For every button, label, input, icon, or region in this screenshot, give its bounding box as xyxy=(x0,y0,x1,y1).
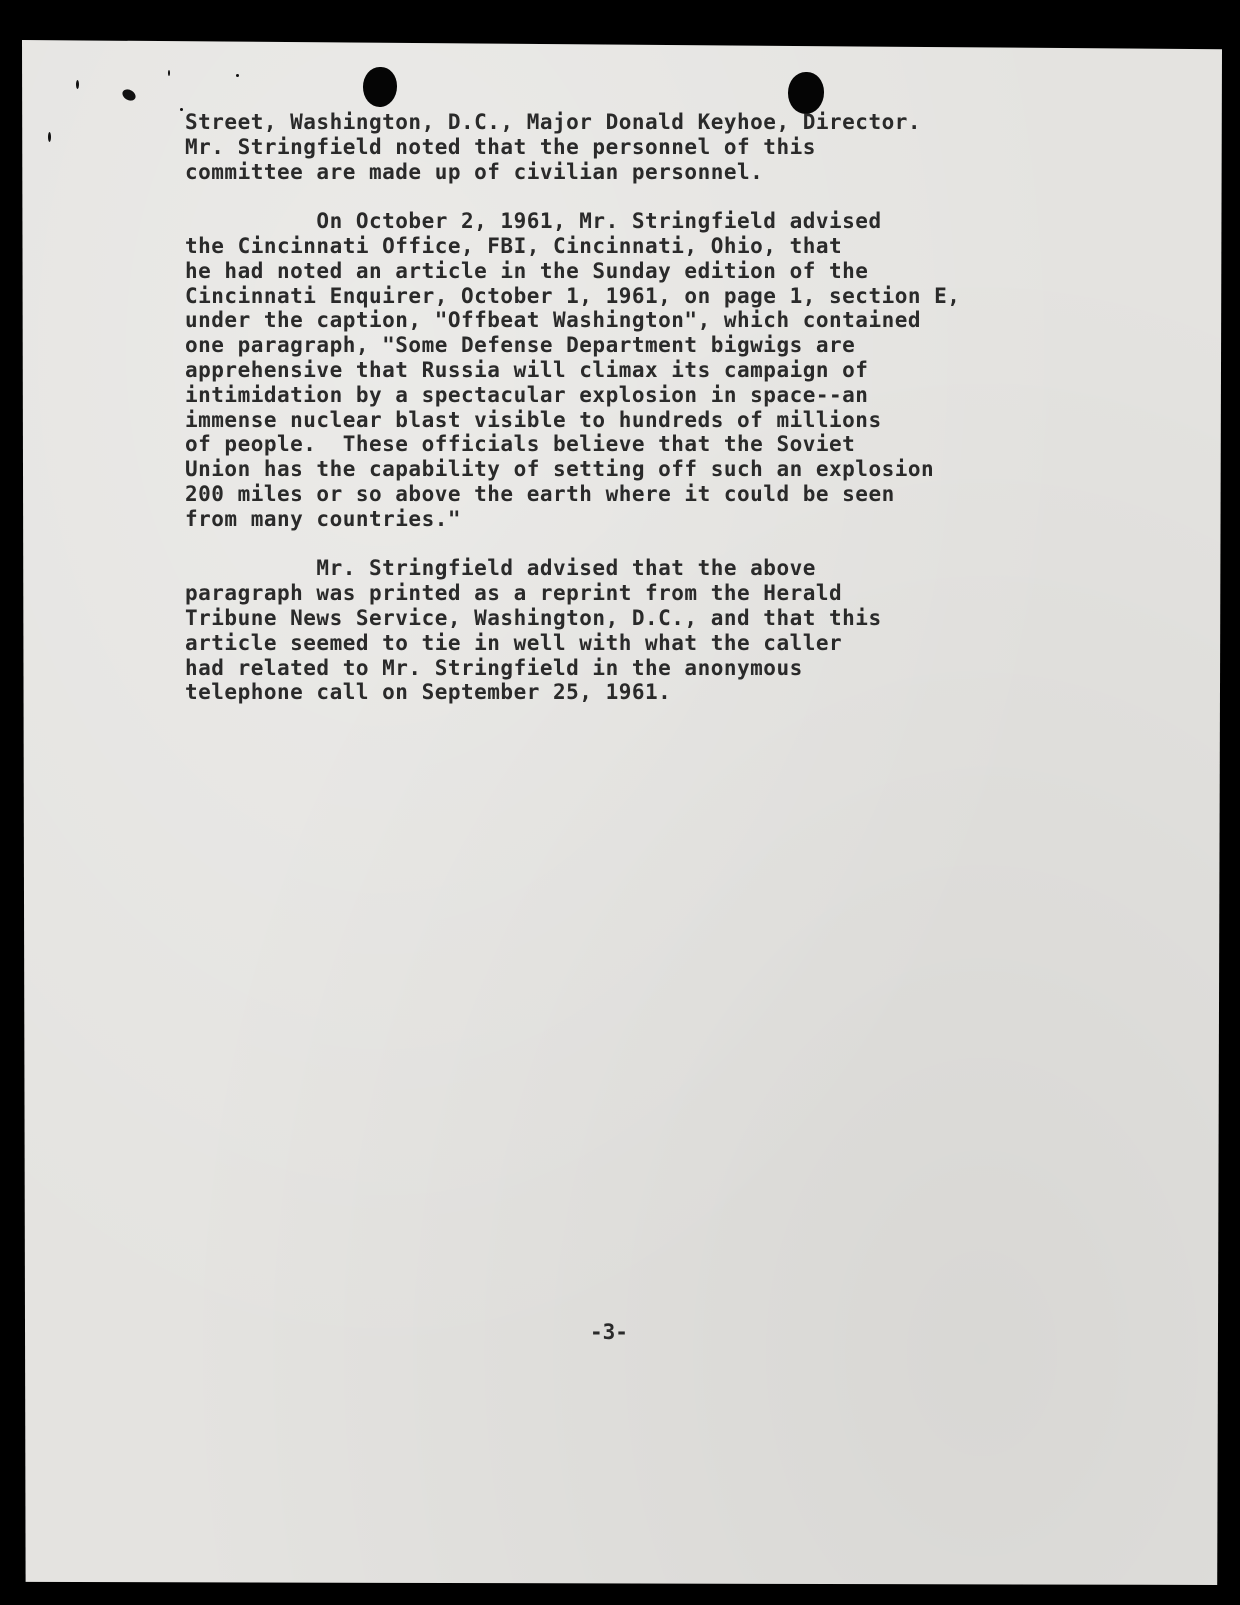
text-line: from many countries." xyxy=(185,506,462,531)
text-line: 200 miles or so above the earth where it could be seen xyxy=(185,481,895,506)
text-line: apprehensive that Russia will climax its campaign of xyxy=(185,357,869,382)
text-line: had related to Mr. Stringfield in the anonymous xyxy=(185,655,803,680)
text-line: of people. These officials believe that the Soviet xyxy=(185,432,856,457)
text-line: Street, Washington, D.C., Major Donald Keyhoe, Director. xyxy=(185,110,922,134)
text-line: Tribune News Service, Washington, D.C., and that this xyxy=(185,605,882,630)
punch-hole-left xyxy=(363,67,397,107)
paragraph-2 xyxy=(185,209,1065,531)
speck-mark xyxy=(48,132,51,142)
text-line: article seemed to tie in well with what the caller xyxy=(185,630,843,655)
text-line: immense nuclear blast visible to hundreds of millions xyxy=(185,407,882,432)
text-line: one paragraph, "Some Defense Department bigwigs are xyxy=(185,333,856,358)
text-line: paragraph was printed as a reprint from the Herald xyxy=(185,581,843,606)
text-line: Mr. Stringfield advised that the above xyxy=(185,556,816,581)
speck-mark xyxy=(236,74,239,77)
text-line: committee are made up of civilian personnel. xyxy=(185,159,764,184)
text-line: he had noted an article in the Sunday edition of the xyxy=(185,258,869,283)
text-line: the Cincinnati Office, FBI, Cincinnati, Ohio, that xyxy=(185,233,843,258)
speck-mark xyxy=(76,80,79,89)
text-line: intimidation by a spectacular explosion in space--an xyxy=(185,382,869,407)
text-line: Mr. Stringfield noted that the personnel of this xyxy=(185,134,816,159)
text-line: Cincinnati Enquirer, October 1, 1961, on page 1, section E, xyxy=(185,283,961,308)
text-line: On October 2, 1961, Mr. Stringfield advised xyxy=(185,209,882,234)
memo-body xyxy=(185,110,1065,730)
paragraph-3 xyxy=(185,556,1065,705)
speck-mark xyxy=(168,70,170,76)
speck-mark xyxy=(180,108,183,111)
page-number: -3- xyxy=(590,1320,628,1344)
text-line: under the caption, "Offbeat Washington", which contained xyxy=(185,308,922,333)
punch-hole-right xyxy=(788,72,824,114)
text-line: Union has the capability of setting off such an explosion xyxy=(185,457,935,482)
text-line: telephone call on September 25, 1961. xyxy=(185,680,672,705)
paragraph-1 xyxy=(185,110,1065,184)
